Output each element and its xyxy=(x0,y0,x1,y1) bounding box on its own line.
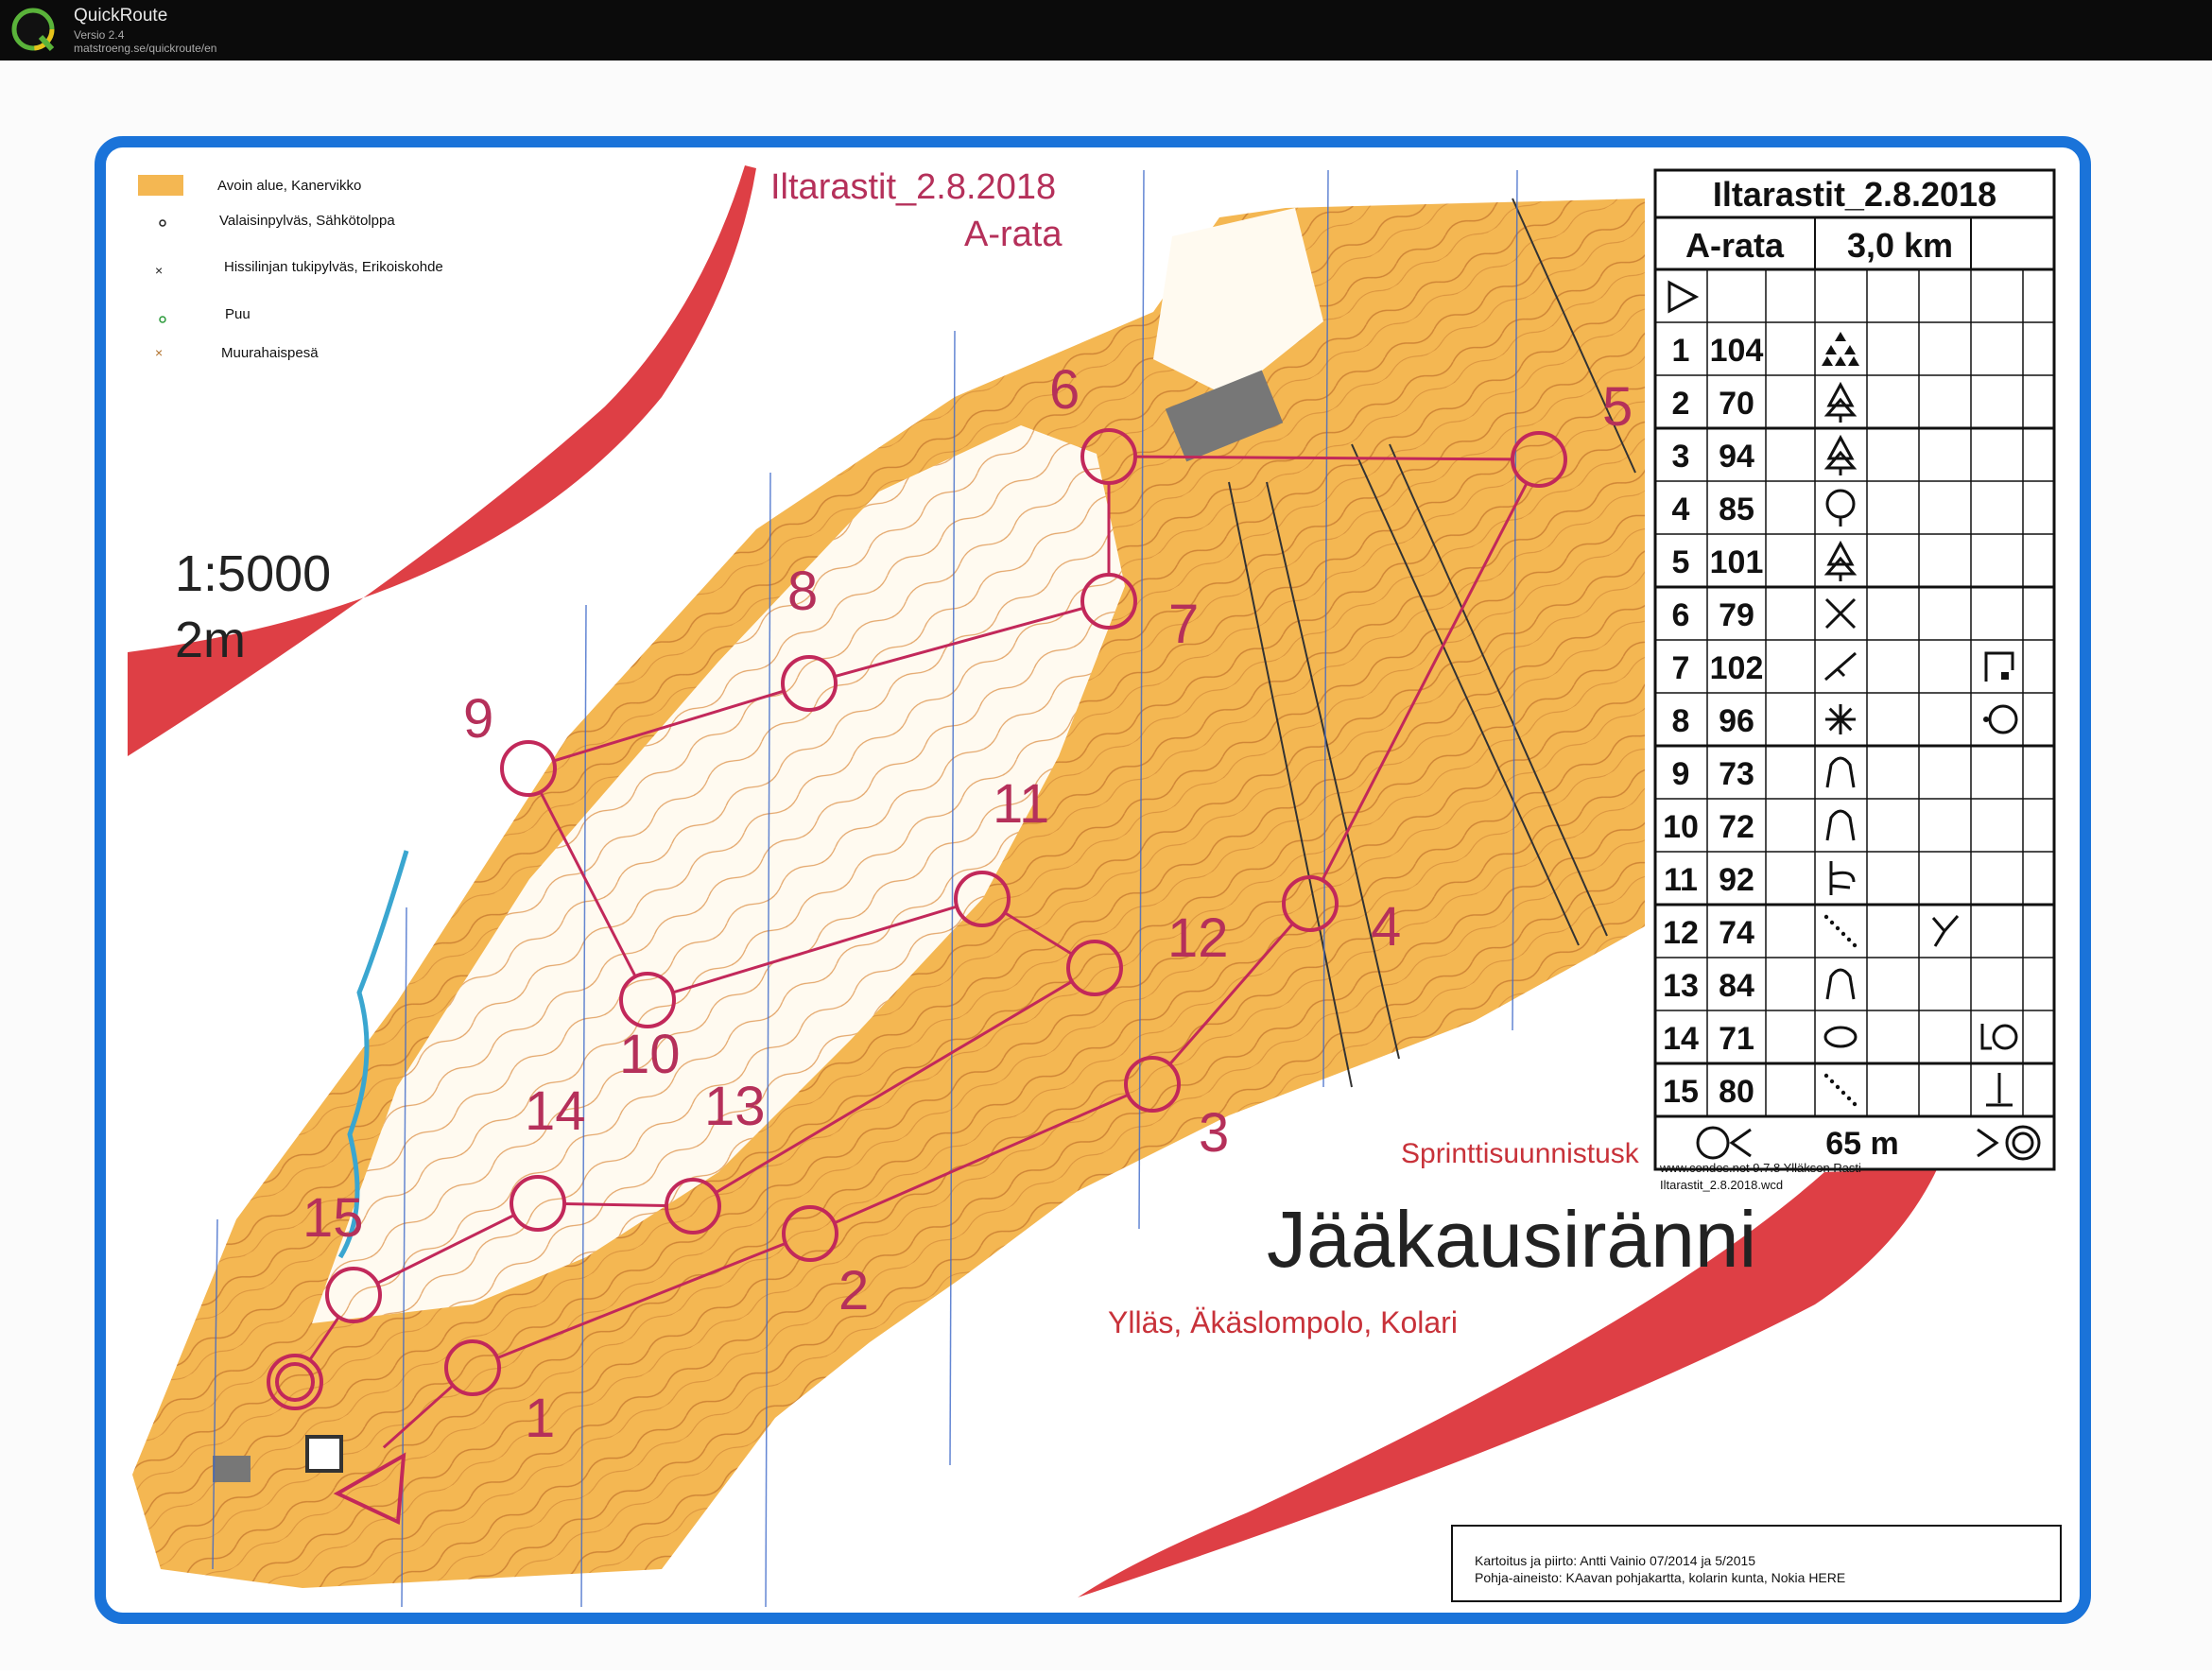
legend-label: Valaisinpylväs, Sähkötolppa xyxy=(219,213,395,229)
map-scale: 1:5000 xyxy=(175,545,332,602)
description-control-code: 72 xyxy=(1719,809,1754,845)
control-number: 8 xyxy=(787,561,819,622)
svg-text:×: × xyxy=(155,345,164,360)
description-course: A-rata xyxy=(1685,226,1785,265)
app-titlebar xyxy=(0,0,2212,60)
legend-label: Puu xyxy=(225,306,251,322)
description-control-code: 79 xyxy=(1719,597,1754,633)
course-leg xyxy=(564,1204,666,1206)
description-control-code: 102 xyxy=(1709,650,1764,686)
description-control-number: 1 xyxy=(1671,333,1690,369)
description-control-number: 13 xyxy=(1663,968,1699,1004)
app-url: matstroeng.se/quickroute/en xyxy=(74,42,217,55)
control-number: 1 xyxy=(525,1388,556,1449)
map-name: Jääkausiränni xyxy=(1267,1195,1757,1284)
description-control-number: 15 xyxy=(1663,1074,1699,1110)
control-number: 3 xyxy=(1199,1102,1230,1164)
control-number: 15 xyxy=(302,1187,364,1249)
legend-label: Hissilinjan tukipylväs, Erikoiskohde xyxy=(224,259,443,275)
control-number: 12 xyxy=(1167,907,1229,969)
control-number: 4 xyxy=(1371,896,1402,958)
description-control-code: 101 xyxy=(1709,544,1764,580)
control-number: 2 xyxy=(838,1260,870,1321)
description-control-number: 4 xyxy=(1671,492,1690,527)
orienteering-map[interactable] xyxy=(0,60,2212,1670)
app-version: Versio 2.4 xyxy=(74,28,125,42)
description-control-code: 84 xyxy=(1719,968,1754,1004)
special-item-icon xyxy=(1825,704,1856,734)
map-contour-interval: 2m xyxy=(175,612,247,668)
control-number: 10 xyxy=(619,1024,681,1085)
building-small xyxy=(213,1456,251,1482)
description-control-code: 70 xyxy=(1719,386,1754,422)
description-control-number: 7 xyxy=(1671,650,1690,686)
control-number: 6 xyxy=(1049,359,1080,421)
control-number: 7 xyxy=(1168,594,1200,655)
map-event-title: Iltarastit_2.8.2018 xyxy=(770,167,1057,207)
description-length: 3,0 km xyxy=(1846,226,1954,265)
credits-line-2: Pohja-aineisto: KAavan pohjakartta, kolarin kunta, Nokia HERE xyxy=(1475,1570,1846,1585)
description-control-code: 104 xyxy=(1709,333,1764,369)
quickroute-logo-icon xyxy=(9,6,57,53)
description-control-number: 12 xyxy=(1663,915,1699,951)
app-name: QuickRoute xyxy=(74,6,168,26)
description-control-number: 2 xyxy=(1671,386,1690,422)
control-description-sheet xyxy=(1655,170,2054,1169)
description-control-code: 80 xyxy=(1719,1074,1754,1110)
description-control-code: 96 xyxy=(1719,703,1754,739)
legend-label: Muurahaispesä xyxy=(221,345,319,361)
software-line-1: www.condes.net 9.7.8 Ylläksen Rasti xyxy=(1660,1161,1861,1175)
description-control-code: 94 xyxy=(1719,439,1754,475)
map-location: Ylläs, Äkäslompolo, Kolari xyxy=(1108,1305,1458,1339)
control-number: 11 xyxy=(993,773,1050,835)
building-small-2 xyxy=(307,1437,341,1471)
credits-line-1: Kartoitus ja piirto: Antti Vainio 07/2014 ja 5/2015 xyxy=(1475,1553,1756,1568)
description-control-number: 9 xyxy=(1671,756,1690,792)
legend-label: Avoin alue, Kanervikko xyxy=(217,178,362,194)
svg-text:×: × xyxy=(155,263,164,278)
description-control-code: 85 xyxy=(1719,492,1754,527)
description-control-number: 11 xyxy=(1664,862,1698,898)
description-title: Iltarastit_2.8.2018 xyxy=(1712,175,1997,214)
description-control-code: 71 xyxy=(1719,1021,1754,1057)
description-control-code: 74 xyxy=(1719,915,1754,951)
map-sprint-note: Sprinttisuunnistusk xyxy=(1401,1138,1639,1169)
description-control-code: 73 xyxy=(1719,756,1754,792)
map-sheet[interactable] xyxy=(0,60,2212,1670)
description-control-number: 8 xyxy=(1671,703,1690,739)
description-control-number: 5 xyxy=(1671,544,1690,580)
control-number: 14 xyxy=(525,1080,586,1142)
description-control-number: 3 xyxy=(1671,439,1690,475)
description-control-number: 6 xyxy=(1671,597,1690,633)
description-control-number: 10 xyxy=(1663,809,1699,845)
control-number: 9 xyxy=(463,688,494,750)
description-finish-distance: 65 m xyxy=(1825,1126,1899,1162)
description-control-code: 92 xyxy=(1719,862,1754,898)
control-number: 13 xyxy=(704,1076,766,1137)
software-line-2: Iltarastit_2.8.2018.wcd xyxy=(1660,1178,1784,1192)
description-control-number: 14 xyxy=(1663,1021,1699,1057)
map-course-name: A-rata xyxy=(964,215,1063,254)
control-number: 5 xyxy=(1602,376,1633,438)
